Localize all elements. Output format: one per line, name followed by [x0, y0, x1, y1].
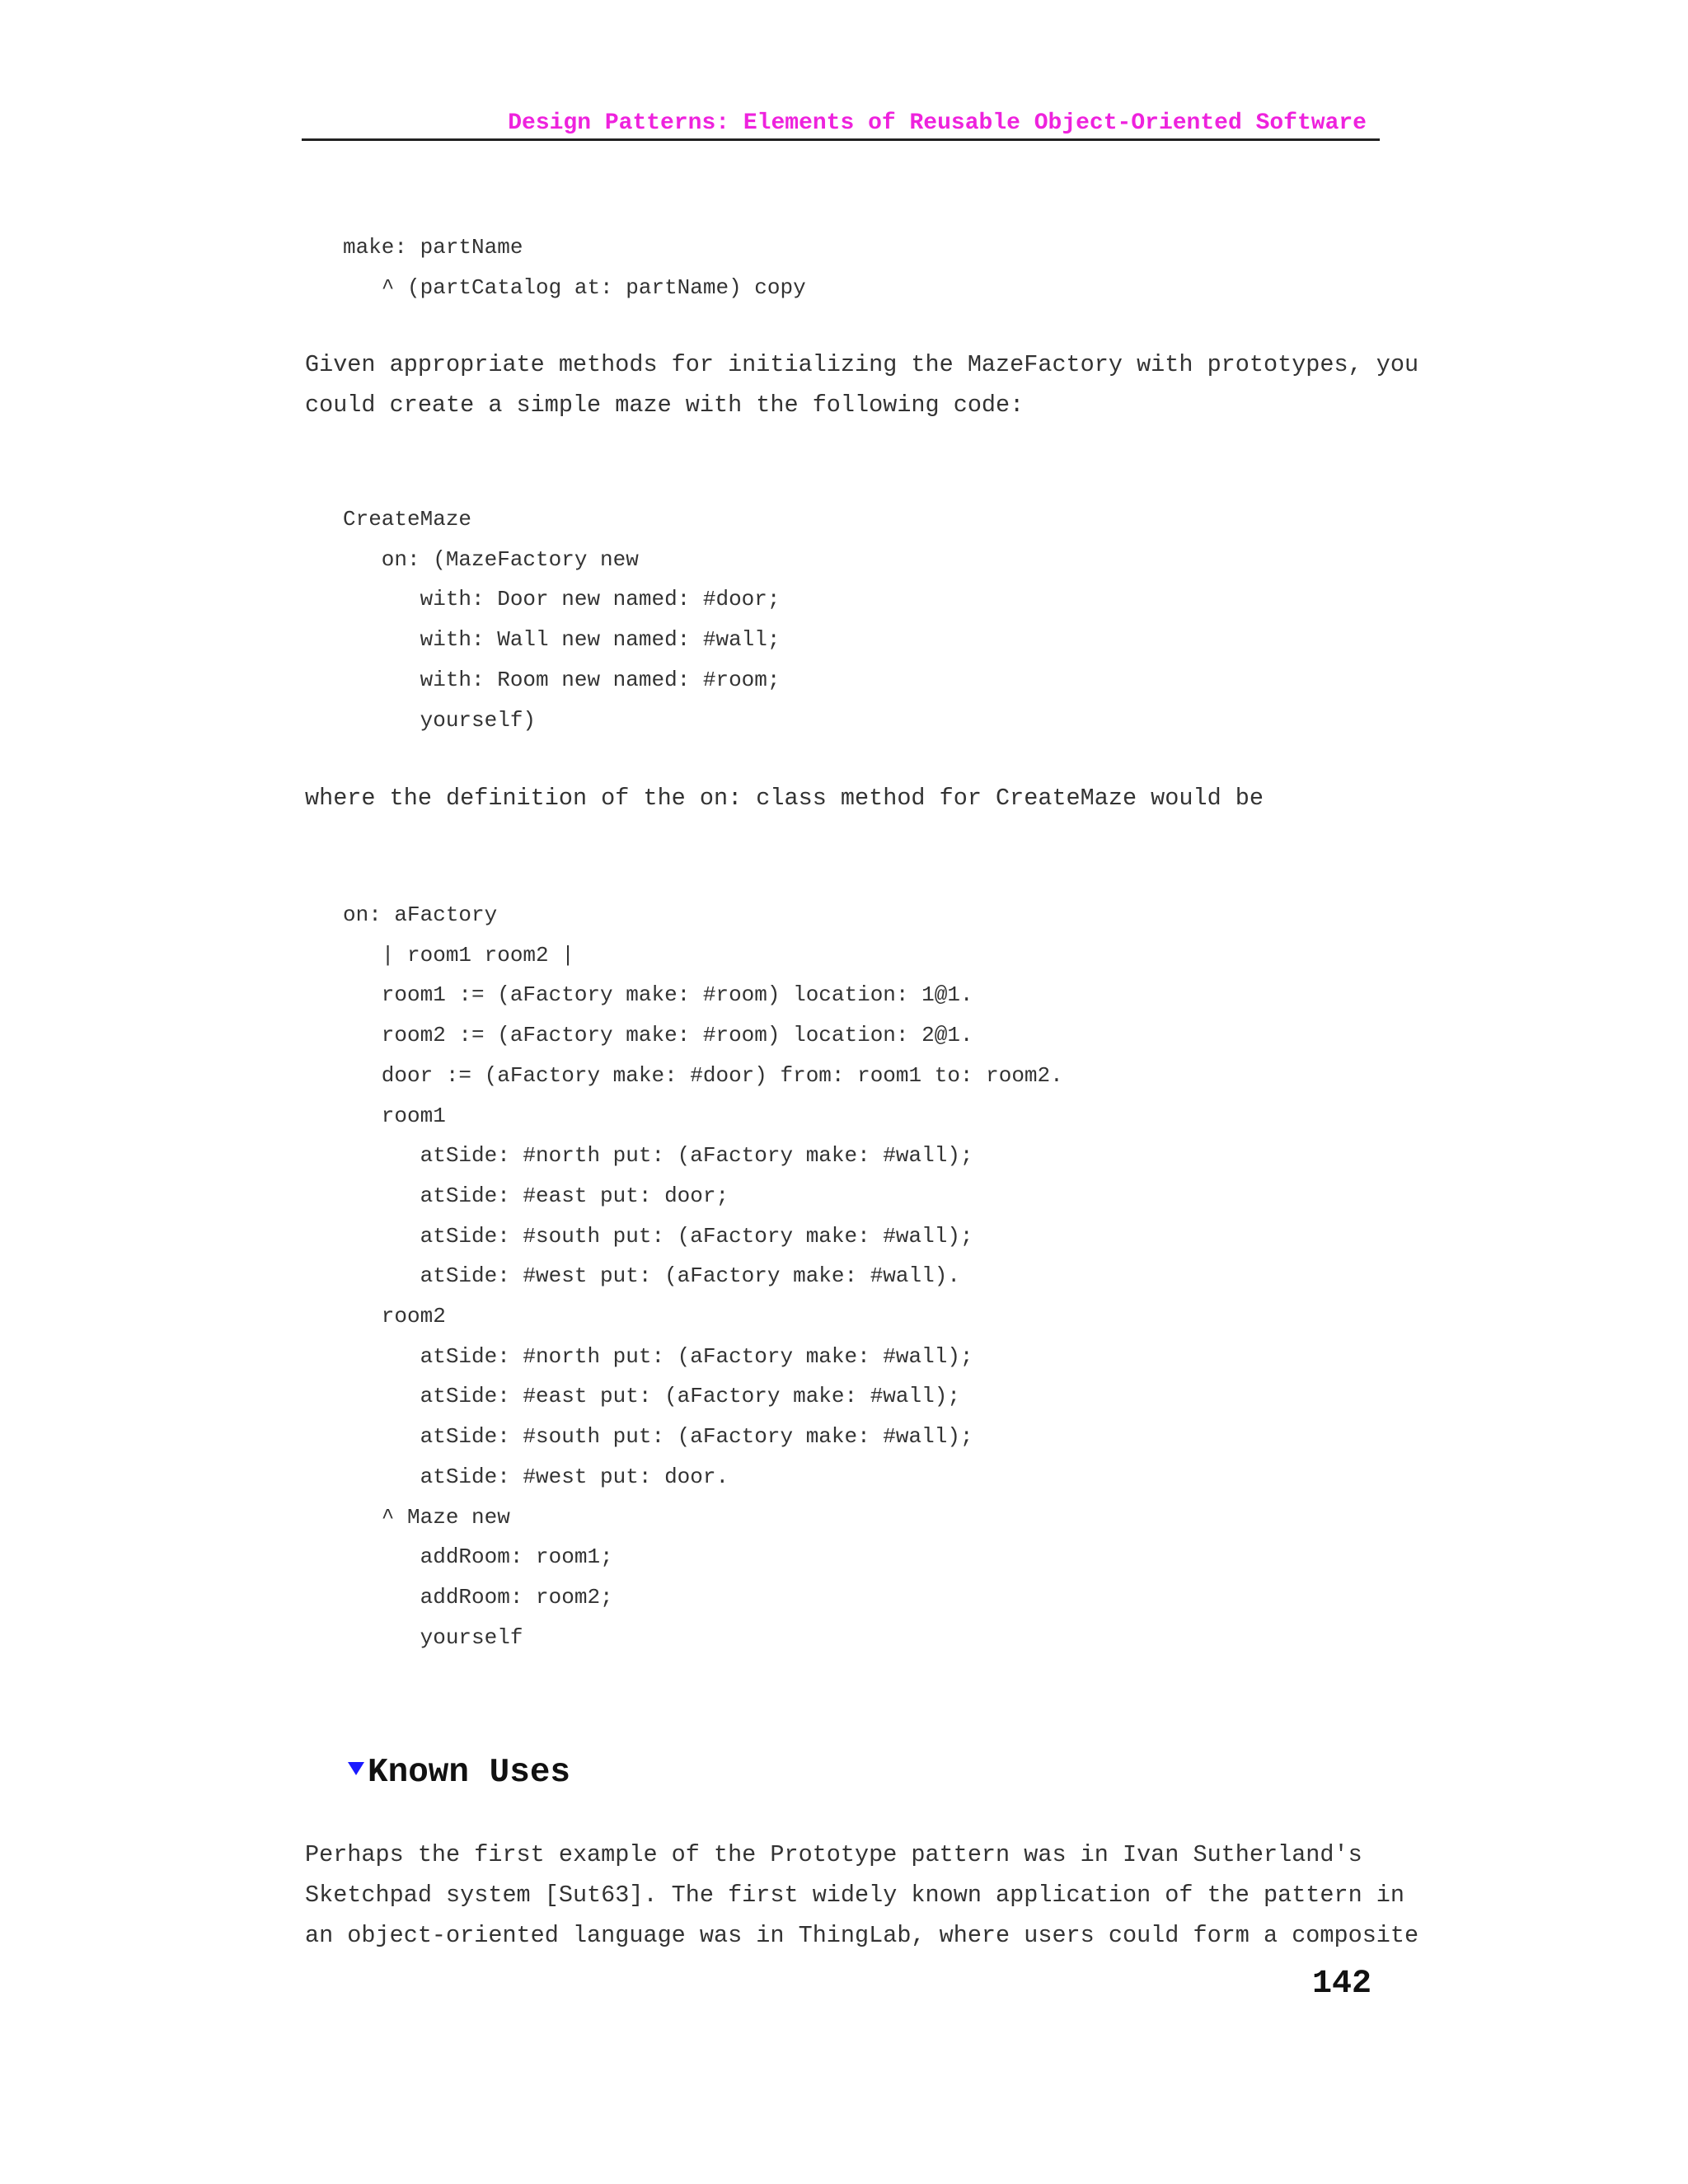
- paragraph-line: an object-oriented language was in ThingLab, where users could form a composite: [305, 1922, 1419, 1949]
- code-line: atSide: #east put: (aFactory make: #wall);: [343, 1384, 960, 1409]
- paragraph-line: where the definition of the on: class method for CreateMaze would be: [305, 785, 1264, 812]
- triangle-down-icon[interactable]: [348, 1762, 364, 1775]
- paragraph-definition: [305, 778, 1264, 818]
- paragraph-line: Perhaps the first example of the Prototype pattern was in Ivan Sutherland's: [305, 1841, 1362, 1868]
- code-line: atSide: #south put: (aFactory make: #wall);: [343, 1223, 973, 1249]
- code-line: on: aFactory: [343, 902, 498, 927]
- code-line: atSide: #west put: door.: [343, 1464, 729, 1489]
- code-line: room2: [343, 1304, 446, 1329]
- code-line: ^ (partCatalog at: partName) copy: [343, 274, 806, 300]
- code-line: addRoom: room2;: [343, 1584, 613, 1610]
- paragraph-line: Given appropriate methods for initializing the MazeFactory with prototypes, you: [305, 351, 1419, 378]
- code-line: addRoom: room1;: [343, 1544, 613, 1570]
- code-line: yourself): [343, 707, 537, 733]
- code-line: atSide: #west put: (aFactory make: #wall).: [343, 1263, 960, 1289]
- code-line: with: Door new named: #door;: [343, 587, 781, 612]
- code-line: CreateMaze: [343, 507, 472, 532]
- code-line: on: (MazeFactory new: [343, 546, 639, 572]
- code-line: yourself: [343, 1624, 523, 1650]
- page-header-title: Design Patterns: Elements of Reusable Object-Oriented Software: [508, 110, 1367, 136]
- code-line: atSide: #north put: (aFactory make: #wall);: [343, 1143, 973, 1169]
- code-line: room2 := (aFactory make: #room) location: 2@1.: [343, 1023, 973, 1048]
- code-block-make-part: [343, 227, 806, 307]
- code-line: atSide: #east put: door;: [343, 1183, 729, 1208]
- header-rule: [302, 138, 1380, 141]
- section-heading-text: Known Uses: [368, 1754, 571, 1792]
- code-line: with: Wall new named: #wall;: [343, 627, 781, 653]
- code-line: make: partName: [343, 235, 523, 260]
- code-line: door := (aFactory make: #door) from: room1 to: room2.: [343, 1062, 1063, 1088]
- code-block-on-factory: [343, 895, 1063, 1657]
- paragraph-line: could create a simple maze with the following code:: [305, 391, 1025, 419]
- code-line: atSide: #south put: (aFactory make: #wall);: [343, 1424, 973, 1450]
- code-line: with: Room new named: #room;: [343, 667, 781, 692]
- paragraph-intro: [305, 344, 1418, 425]
- paragraph-line: Sketchpad system [Sut63]. The first widely known application of the pattern in: [305, 1882, 1405, 1909]
- code-line: | room1 room2 |: [343, 942, 574, 968]
- code-line: atSide: #north put: (aFactory make: #wall);: [343, 1343, 973, 1369]
- code-line: room1 := (aFactory make: #room) location: 1@1.: [343, 982, 973, 1008]
- code-block-create-maze: [343, 499, 781, 740]
- page-number: 142: [1311, 1966, 1372, 2003]
- code-line: ^ Maze new: [343, 1504, 510, 1530]
- paragraph-known-uses: [305, 1835, 1418, 1956]
- section-heading-known-uses[interactable]: [348, 1754, 570, 1792]
- code-line: room1: [343, 1103, 446, 1128]
